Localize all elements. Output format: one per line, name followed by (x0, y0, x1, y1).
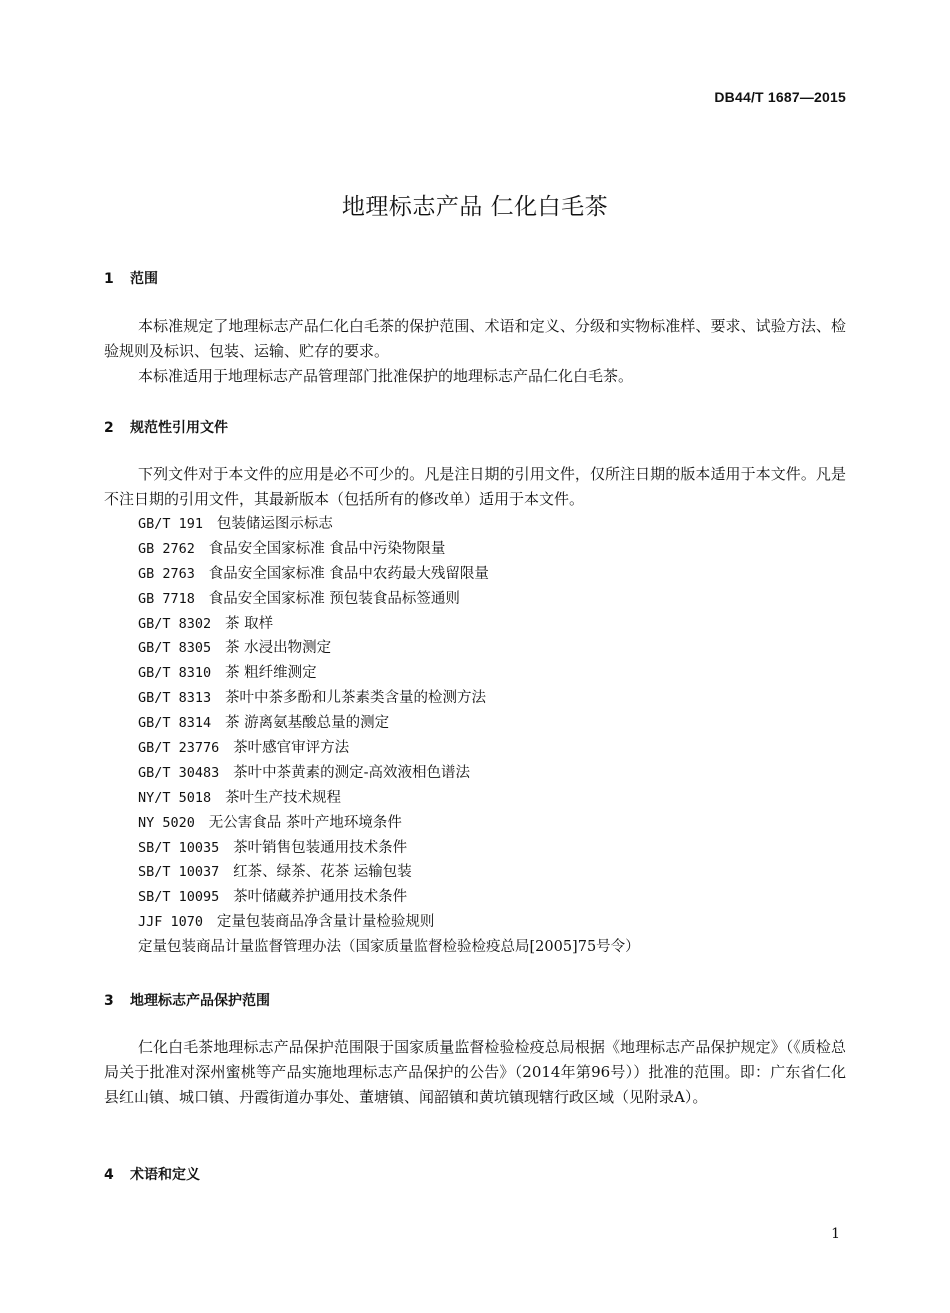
reference-name: 茶 取样 (224, 615, 274, 632)
reference-item (138, 587, 640, 612)
paragraph: 仁化白毛茶地理标志产品保护范围限于国家质量监督检验检疫总局根据《地理标志产品保护规定》（《质检总局关于批准对深州蜜桃等产品实施地理标志产品保护的公告》（2014年第96号））批准的范围。即：广东省仁化县红山镇、城口镇、丹霞街道办事处、董塘镇、闻韶镇和黄坑镇现辖行政区域（见附录A）。 (104, 1038, 846, 1106)
reference-name: 定量包装商品净含量计量检验规则 (216, 914, 435, 931)
reference-code: GB/T 23776 (138, 740, 220, 757)
reference-name: 包装储运图示标志 (216, 516, 333, 532)
reference-name: 茶叶销售包装通用技术条件 (233, 839, 408, 856)
reference-name: 茶叶中茶多酚和儿茶素类含量的检测方法 (224, 690, 486, 707)
reference-item (138, 661, 640, 686)
reference-item (138, 935, 640, 960)
reference-item (138, 885, 640, 910)
reference-item (138, 711, 640, 736)
document-title: 地理标志产品 仁化白毛茶 (341, 194, 609, 220)
reference-item (138, 786, 640, 811)
section-3-heading (104, 990, 270, 1010)
reference-name: 茶叶感官审评方法 (233, 740, 350, 757)
reference-code: GB 2762 (138, 540, 195, 557)
reference-code: JJF 1070 (138, 914, 204, 931)
section-2-body (104, 462, 846, 512)
reference-code: SB/T 10037 (138, 864, 220, 881)
section-title: 规范性引用文件 (130, 420, 228, 436)
reference-code: NY 5020 (138, 814, 195, 831)
reference-item (138, 860, 640, 885)
reference-name: 红茶、绿茶、花茶 运输包装 (233, 864, 412, 881)
reference-code: NY/T 5018 (138, 789, 212, 806)
section-4-heading (104, 1164, 200, 1184)
reference-code: GB/T 30483 (138, 764, 220, 781)
section-3-body (104, 1035, 846, 1110)
reference-code: GB/T 8305 (138, 640, 212, 657)
reference-code: SB/T 10095 (138, 889, 220, 906)
reference-name: 定量包装商品计量监督管理办法（国家质量监督检验检疫总局[2005]75号令） (138, 939, 640, 956)
reference-name: 无公害食品 茶叶产地环境条件 (208, 814, 402, 831)
reference-name: 茶 水浸出物测定 (224, 640, 332, 657)
reference-code: GB/T 8302 (138, 615, 212, 632)
reference-code: GB/T 8313 (138, 690, 212, 707)
reference-name: 茶叶生产技术规程 (224, 789, 341, 806)
section-2-heading (104, 417, 228, 437)
reference-item (138, 686, 640, 711)
section-1-heading (104, 268, 158, 288)
reference-code: GB 7718 (138, 590, 195, 607)
reference-code: GB 2763 (138, 565, 195, 582)
reference-code: SB/T 10035 (138, 839, 220, 856)
section-number: 2 (104, 420, 114, 436)
reference-item (138, 636, 640, 661)
section-title: 范围 (130, 271, 158, 287)
paragraph: 本标准规定了地理标志产品仁化白毛茶的保护范围、术语和定义、分级和实物标准样、要求、试验方法、检验规则及标识、包装、运输、贮存的要求。 (104, 317, 846, 360)
reference-item (138, 836, 640, 861)
reference-name: 茶叶中茶黄素的测定-高效液相色谱法 (233, 764, 471, 781)
page-number: 1 (831, 1226, 840, 1242)
normative-references-list (138, 512, 640, 960)
reference-code: GB/T 8310 (138, 665, 212, 682)
reference-name: 茶叶储藏养护通用技术条件 (233, 889, 408, 906)
reference-item (138, 736, 640, 761)
reference-name: 食品安全国家标准 预包装食品标签通则 (208, 590, 460, 607)
reference-name: 食品安全国家标准 食品中污染物限量 (208, 540, 446, 557)
reference-item (138, 811, 640, 836)
section-1-body (104, 314, 846, 389)
section-title: 术语和定义 (130, 1167, 200, 1183)
reference-item (138, 562, 640, 587)
reference-name: 茶 粗纤维测定 (224, 665, 317, 682)
section-number: 3 (104, 993, 114, 1009)
reference-item (138, 761, 640, 786)
section-title: 地理标志产品保护范围 (130, 993, 270, 1009)
section-number: 4 (104, 1167, 114, 1183)
reference-item (138, 512, 640, 537)
reference-name: 食品安全国家标准 食品中农药最大残留限量 (208, 565, 489, 582)
reference-name: 茶 游离氨基酸总量的测定 (224, 715, 390, 732)
section-number: 1 (104, 271, 114, 287)
reference-item (138, 910, 640, 935)
paragraph: 本标准适用于地理标志产品管理部门批准保护的地理标志产品仁化白毛茶。 (138, 367, 634, 385)
reference-code: GB/T 8314 (138, 715, 212, 732)
reference-item (138, 612, 640, 637)
reference-code: GB/T 191 (138, 516, 204, 532)
paragraph: 下列文件对于本文件的应用是必不可少的。凡是注日期的引用文件，仅所注日期的版本适用于本文件。凡是不注日期的引用文件，其最新版本（包括所有的修改单）适用于本文件。 (104, 465, 846, 508)
reference-item (138, 537, 640, 562)
standard-number: DB44/T 1687—2015 (714, 89, 846, 105)
